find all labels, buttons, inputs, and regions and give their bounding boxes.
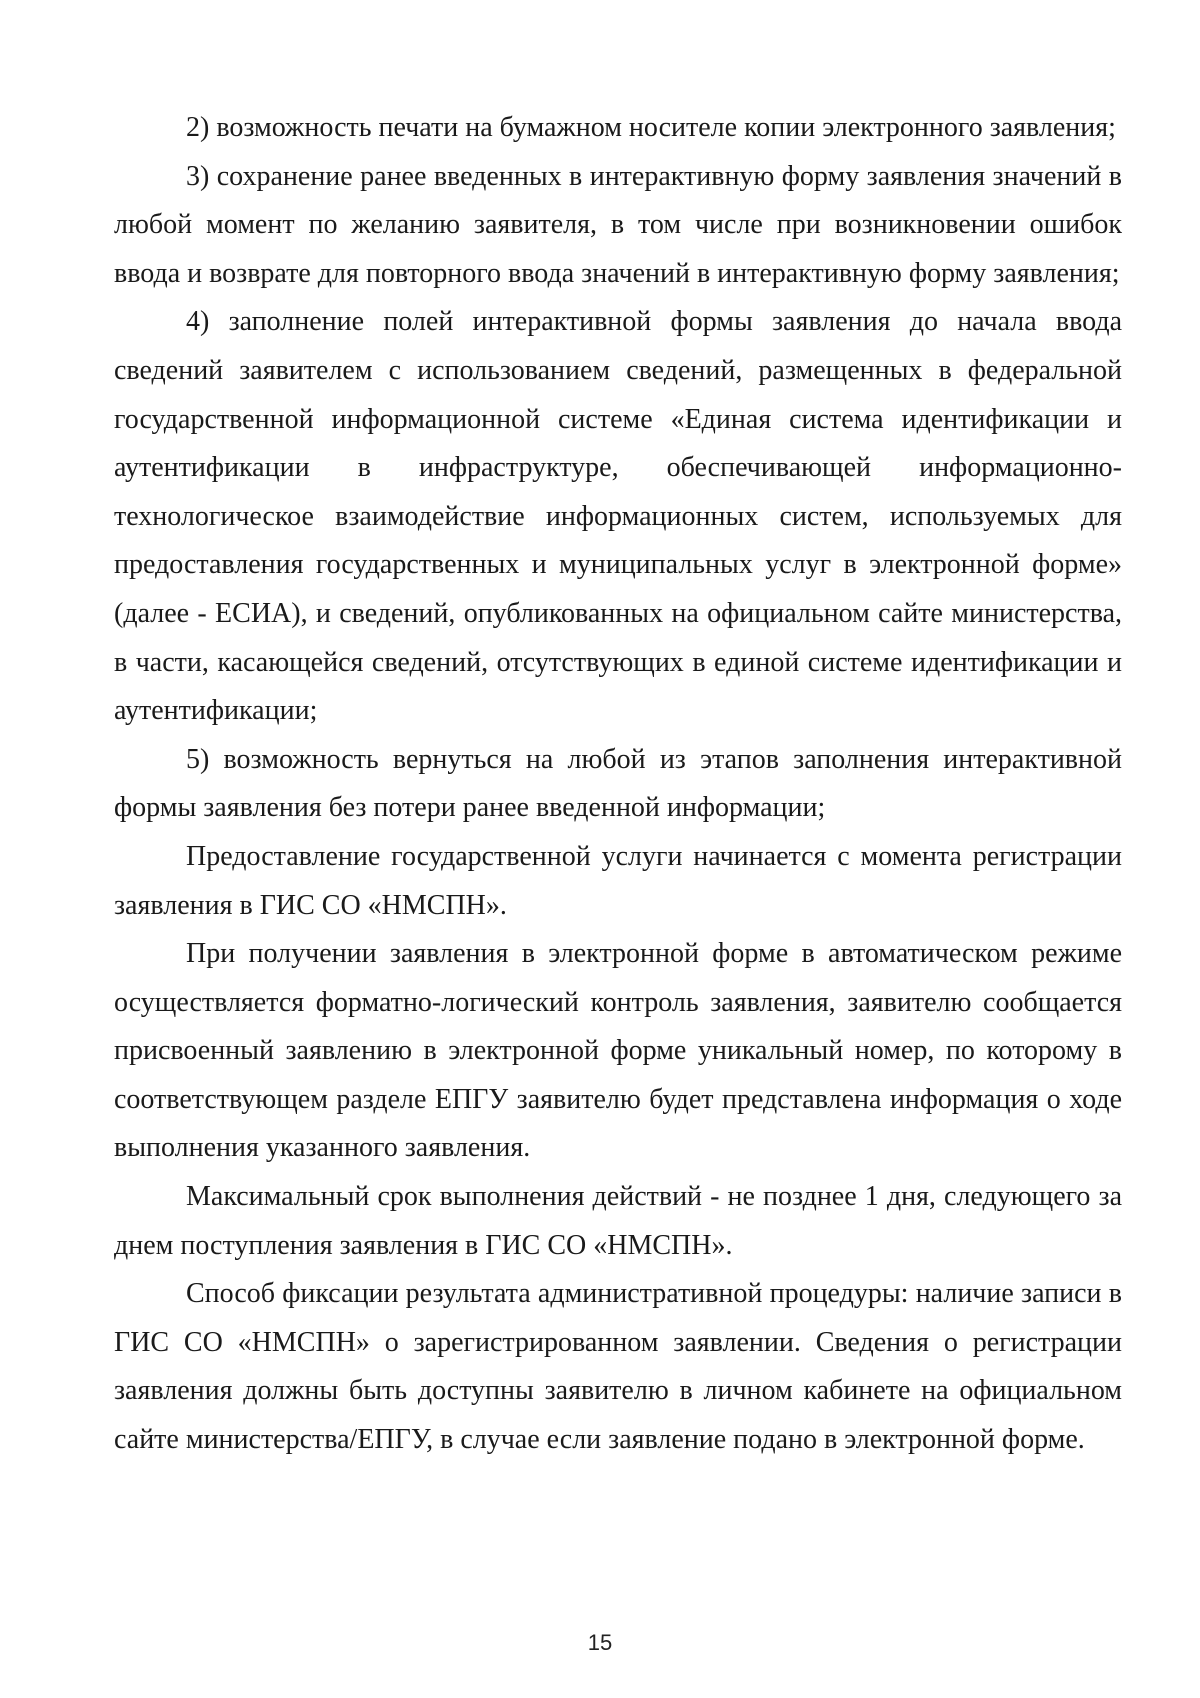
paragraph-item-2: 2) возможность печати на бумажном носителе копии электронного заявления; [186, 112, 1116, 143]
paragraph-service-start: Предоставление государственной услуги начинается с момента регистрации заявления в ГИС СО «НМСПН». [114, 840, 1122, 921]
paragraph-item-5: 5) возможность вернуться на любой из этапов заполнения интерактивной формы заявления без потери ранее введенной информации; [114, 743, 1122, 824]
paragraph-result-fixation: Способ фиксации результата административной процедуры: наличие записи в ГИС СО «НМСПН» о зарегистрированном заявлении. Сведения о регистрации заявления должны быть доступны заявителю в личном кабинете на официальном сайте министерства/ЕПГУ, в случае если заявление подано в электронной форме. [114, 1278, 1122, 1456]
paragraph-electronic-processing: При получении заявления в электронной форме в автоматическом режиме осуществляется форматно-логический контроль заявления, заявителю сообщается присвоенный заявлению в электронной форме уникальный номер, по которому в соответствующем разделе ЕПГУ заявителю будет представлена информация о ходе выполнения указанного заявления. [114, 938, 1122, 1164]
paragraph-item-4: 4) заполнение полей интерактивной формы заявления до начала ввода сведений заявителем с использованием сведений, размещенных в федеральной государственной информационной системе «Единая система идентификации и аутентификации в инфраструктуре, обеспечивающей информационно-технологическое взаимодействие информационных систем, используемых для предоставления государственных и муниципальных услуг в электронной форме» (далее - ЕСИА), и сведений, опубликованных на официальном сайте министерства, в части, касающейся сведений, отсутствующих в единой системе идентификации и аутентификации; [114, 306, 1122, 727]
paragraph-max-duration: Максимальный срок выполнения действий - не позднее 1 дня, следующего за днем поступления заявления в ГИС СО «НМСПН». [114, 1181, 1122, 1261]
page-body [114, 104, 1122, 1465]
paragraph-item-3: 3) сохранение ранее введенных в интерактивную форму заявления значений в любой момент по желанию заявителя, в том числе при возникновении ошибок ввода и возврате для повторного ввода значений в интерактивную форму заявления; [114, 160, 1122, 289]
page-number: 15 [587, 1630, 613, 1655]
